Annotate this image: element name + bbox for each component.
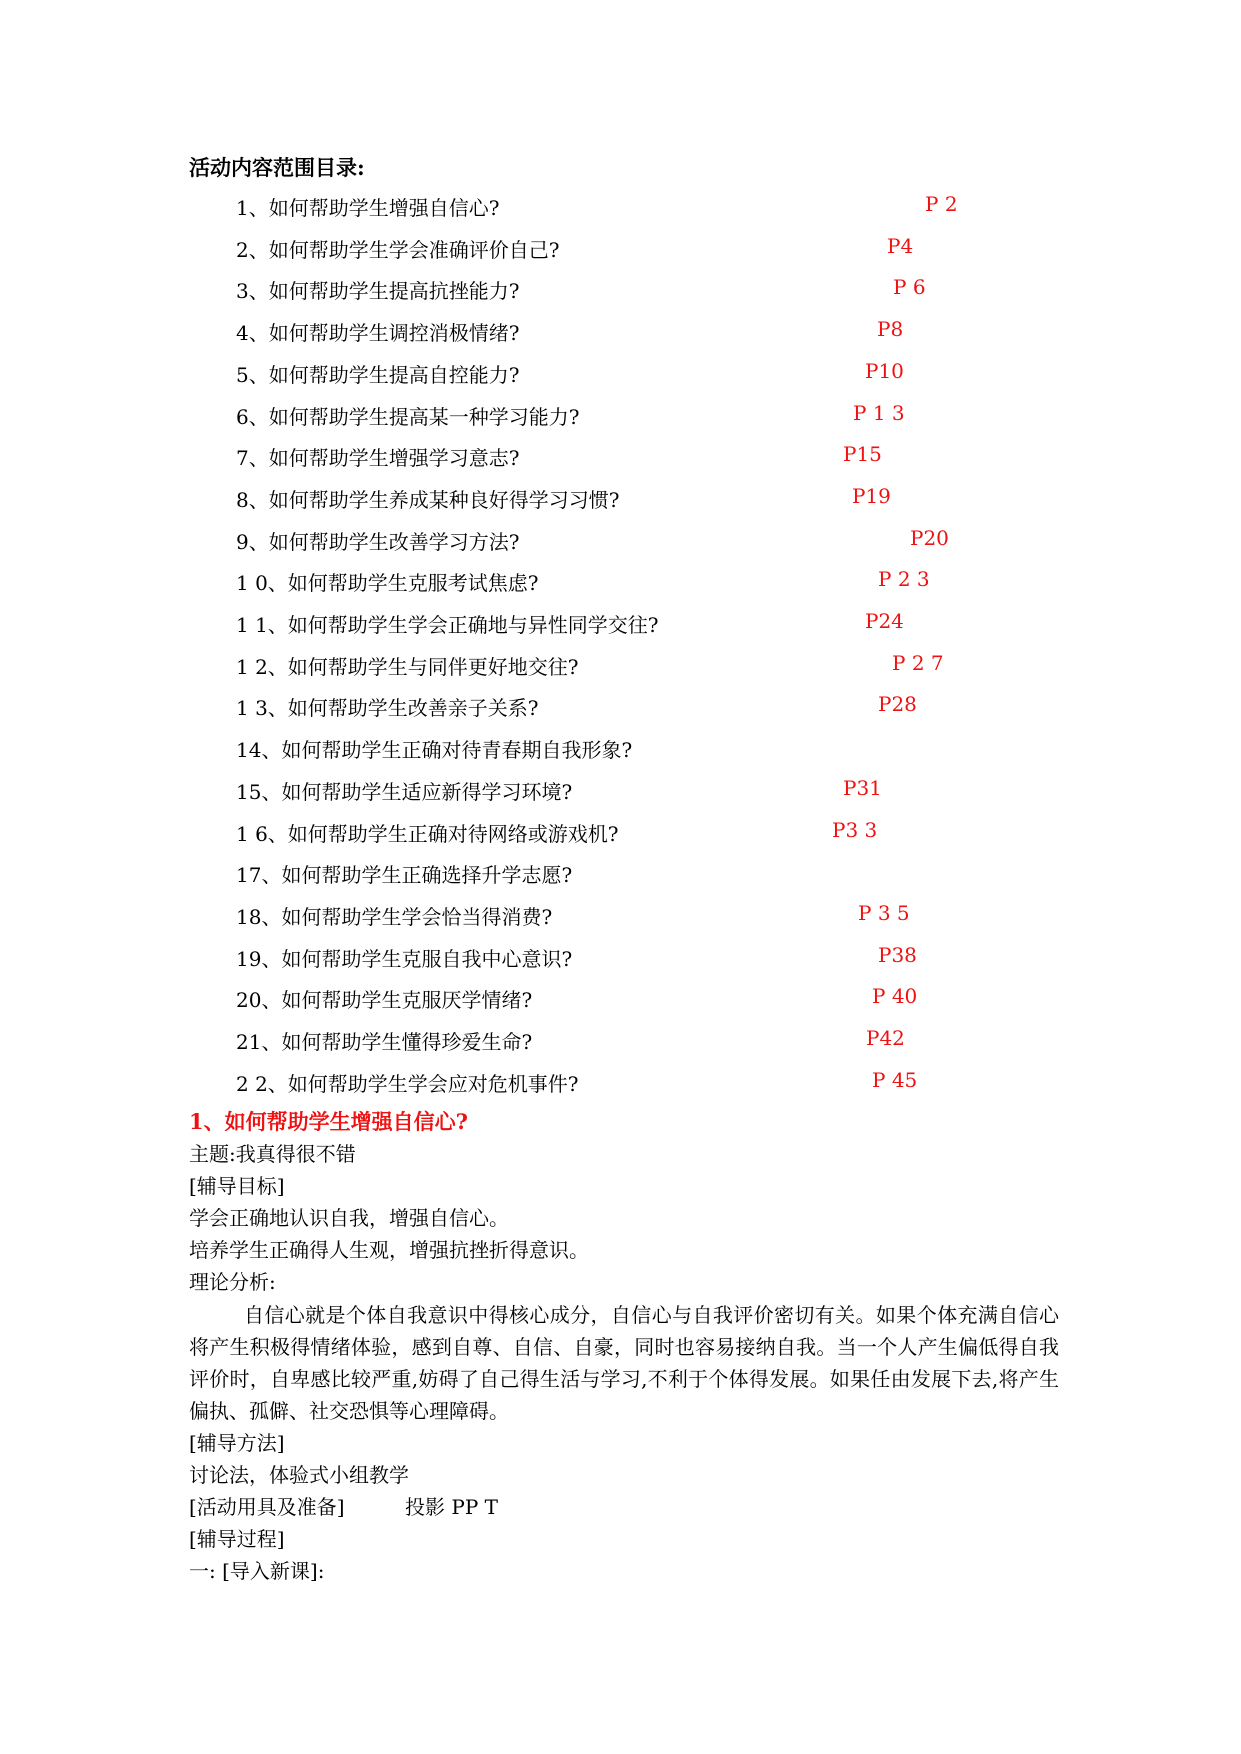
goal-item-2: 培养学生正确得人生观，增强抗挫折得意识。 bbox=[189, 1238, 589, 1262]
method-text: 讨论法，体验式小组教学 bbox=[189, 1463, 409, 1487]
toc-item bbox=[236, 818, 996, 848]
toc-item-page: P15 bbox=[843, 442, 882, 466]
toc-item-title: 2 2、如何帮助学生学会应对危机事件? bbox=[236, 1072, 579, 1096]
toc-item-title: 17、如何帮助学生正确选择升学志愿? bbox=[236, 863, 573, 887]
toc-item-page: P19 bbox=[852, 484, 891, 508]
method-heading: [辅导方法] bbox=[189, 1431, 285, 1455]
toc-item-page: P38 bbox=[878, 943, 917, 967]
toc-item-title: 1 6、如何帮助学生正确对待网络或游戏机? bbox=[236, 822, 619, 846]
toc-item bbox=[236, 442, 996, 472]
toc-item-title: 6、如何帮助学生提高某一种学习能力? bbox=[236, 405, 580, 429]
toc-item-title: 2、如何帮助学生学会准确评价自己? bbox=[236, 238, 560, 262]
goal-heading: [辅导目标] bbox=[189, 1174, 285, 1198]
toc-item bbox=[236, 275, 996, 305]
section-title: 1、如何帮助学生增强自信心? bbox=[189, 1109, 468, 1134]
toc-item-title: 15、如何帮助学生适应新得学习环境? bbox=[236, 780, 573, 804]
toc-item bbox=[236, 484, 996, 514]
toc-item bbox=[236, 317, 996, 347]
toc-item-page: P10 bbox=[865, 359, 904, 383]
toc-item bbox=[236, 359, 996, 389]
toc-item bbox=[236, 234, 996, 264]
toc-item-title: 19、如何帮助学生克服自我中心意识? bbox=[236, 947, 573, 971]
theory-paragraph: 自信心就是个体自我意识中得核心成分，自信心与自我评价密切有关。如果个体充满自信心将产生积极得情绪体验，感到自尊、自信、自豪，同时也容易接纳自我。当一个人产生偏低得自我评价时，自卑感比较严重,妨碍了自己得生活与学习,不利于个体得发展。如果任由发展下去,将产生偏执、孤僻、社交恐惧等心理障碍。 bbox=[189, 1303, 1059, 1423]
toc-item bbox=[236, 901, 996, 931]
toc-item-page: P 2 7 bbox=[892, 651, 944, 675]
toc-item bbox=[236, 1068, 996, 1098]
toc-item-title: 1 3、如何帮助学生改善亲子关系? bbox=[236, 696, 539, 720]
toc-item-page: P 40 bbox=[872, 984, 918, 1008]
toc-item-title: 1、如何帮助学生增强自信心? bbox=[236, 196, 500, 220]
toc-item bbox=[236, 776, 996, 806]
toc-item bbox=[236, 609, 996, 639]
toc-item bbox=[236, 526, 996, 556]
toc-item-page: P3 3 bbox=[832, 818, 878, 842]
toc-item bbox=[236, 192, 996, 222]
toc-title: 活动内容范围目录: bbox=[189, 155, 365, 180]
toc-item bbox=[236, 1026, 996, 1056]
toc-item bbox=[236, 859, 996, 889]
toc-item-page: P 6 bbox=[893, 275, 926, 299]
toc-item-page: P 45 bbox=[872, 1068, 918, 1092]
toc-item-page: P4 bbox=[887, 234, 914, 258]
theme-line: 主题:我真得很不错 bbox=[189, 1142, 356, 1166]
toc-item-page: P31 bbox=[843, 776, 882, 800]
toc-item bbox=[236, 984, 996, 1014]
toc-item-page: P 3 5 bbox=[858, 901, 910, 925]
toc-item-page: P28 bbox=[878, 692, 917, 716]
toc-item-title: 4、如何帮助学生调控消极情绪? bbox=[236, 321, 520, 345]
toc-item-title: 21、如何帮助学生懂得珍爱生命? bbox=[236, 1030, 533, 1054]
toc-item bbox=[236, 692, 996, 722]
toc-item-title: 14、如何帮助学生正确对待青春期自我形象? bbox=[236, 738, 633, 762]
toc-item-page: P 2 bbox=[925, 192, 958, 216]
toc-item bbox=[236, 651, 996, 681]
toc-item-title: 3、如何帮助学生提高抗挫能力? bbox=[236, 279, 520, 303]
toc-item-page: P24 bbox=[865, 609, 904, 633]
toc-item-title: 8、如何帮助学生养成某种良好得学习习惯? bbox=[236, 488, 620, 512]
toc-item-title: 1 1、如何帮助学生学会正确地与异性同学交往? bbox=[236, 613, 659, 637]
toc-item-page: P20 bbox=[910, 526, 949, 550]
toc-item-title: 9、如何帮助学生改善学习方法? bbox=[236, 530, 520, 554]
toc-item-title: 20、如何帮助学生克服厌学情绪? bbox=[236, 988, 533, 1012]
toc-item bbox=[236, 401, 996, 431]
intro-heading: 一: [导入新课]: bbox=[189, 1559, 325, 1583]
goal-item-1: 学会正确地认识自我，增强自信心。 bbox=[189, 1206, 509, 1230]
theory-heading: 理论分析: bbox=[189, 1270, 276, 1294]
toc-item bbox=[236, 567, 996, 597]
toc-item-title: 18、如何帮助学生学会恰当得消费? bbox=[236, 905, 553, 929]
toc-item-title: 1 2、如何帮助学生与同伴更好地交往? bbox=[236, 655, 579, 679]
tools-heading: [活动用具及准备] bbox=[189, 1495, 345, 1519]
toc-item bbox=[236, 943, 996, 973]
toc-item-title: 5、如何帮助学生提高自控能力? bbox=[236, 363, 520, 387]
toc-item-page: P 1 3 bbox=[853, 401, 905, 425]
toc-item bbox=[236, 734, 996, 764]
toc-item-page: P8 bbox=[877, 317, 904, 341]
toc-item-page: P 2 3 bbox=[878, 567, 930, 591]
toc-item-page: P42 bbox=[866, 1026, 905, 1050]
process-heading: [辅导过程] bbox=[189, 1527, 285, 1551]
toc-item-title: 7、如何帮助学生增强学习意志? bbox=[236, 446, 520, 470]
toc-item-title: 1 0、如何帮助学生克服考试焦虑? bbox=[236, 571, 539, 595]
tools-text: 投影 PP T bbox=[405, 1495, 498, 1519]
